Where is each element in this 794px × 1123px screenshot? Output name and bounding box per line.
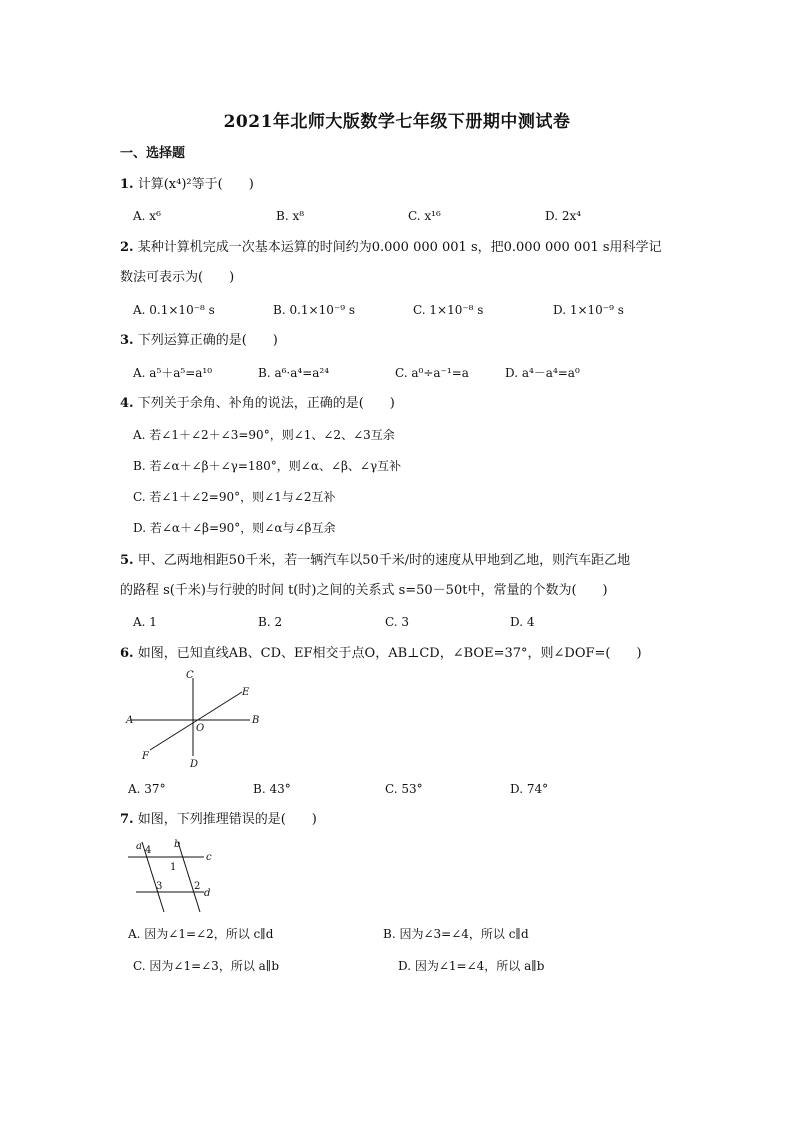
angle-1-label: 1 bbox=[170, 862, 177, 873]
question-number: 4. bbox=[120, 396, 134, 411]
q2-option-d: D. 1×10⁻⁹ s bbox=[553, 303, 624, 317]
q6-option-c: C. 53° bbox=[385, 782, 423, 796]
q3-option-a: A. a⁵＋a⁵=a¹⁰ bbox=[133, 366, 213, 380]
q2-option-c: C. 1×10⁻⁸ s bbox=[413, 303, 484, 317]
question-stem: 计算(x⁴)²等于( ) bbox=[137, 177, 254, 192]
intersecting-lines-figure bbox=[120, 664, 270, 774]
q1-option-c: C. x¹⁶ bbox=[408, 209, 441, 223]
q2-option-a: A. 0.1×10⁻⁸ s bbox=[133, 303, 215, 317]
question-number: 2. bbox=[120, 240, 134, 255]
q4-option-b: B. 若∠α＋∠β＋∠γ=180°，则∠α、∠β、∠γ互补 bbox=[133, 459, 402, 473]
question-stem: 如图，已知直线AB、CD、EF相交于点O，AB⊥CD，∠BOE=37°，则∠DOF=( ) bbox=[137, 646, 642, 661]
question-number: 6. bbox=[120, 646, 134, 661]
question-number: 7. bbox=[120, 812, 134, 827]
question-2 bbox=[120, 240, 662, 256]
q7-option-d: D. 因为∠1=∠4，所以 a∥b bbox=[398, 959, 545, 973]
question-6 bbox=[120, 646, 642, 662]
q3-option-c: C. a⁰÷a⁻¹=a bbox=[395, 366, 469, 380]
label-d: D bbox=[190, 759, 199, 770]
question-7 bbox=[120, 812, 317, 828]
q7-option-a: A. 因为∠1=∠2，所以 c∥d bbox=[128, 927, 274, 941]
question-stem: 如图，下列推理错误的是( ) bbox=[137, 812, 317, 827]
line-ef bbox=[150, 692, 242, 750]
label-a: A bbox=[126, 715, 134, 726]
q7-option-c: C. 因为∠1=∠3，所以 a∥b bbox=[133, 959, 280, 973]
label-e: E bbox=[242, 687, 250, 698]
q5-option-b: B. 2 bbox=[258, 615, 283, 629]
q3-option-b: B. a⁶·a⁴=a²⁴ bbox=[258, 366, 330, 380]
question-stem-line-1: 某种计算机完成一次基本运算的时间约为0.000 000 001 s，把0.000 000 001 s用科学记 bbox=[137, 240, 662, 255]
question-stem-line-2: 的路程 s(千米)与行驶的时间 t(时)之间的关系式 s=50－50t中，常量的个数为( ) bbox=[120, 583, 608, 598]
section-heading: 一、选择题 bbox=[120, 146, 186, 161]
q4-option-a: A. 若∠1＋∠2＋∠3=90°，则∠1、∠2、∠3互余 bbox=[133, 428, 395, 442]
angle-4-label: 4 bbox=[145, 845, 152, 856]
q4-option-c: C. 若∠1＋∠2=90°，则∠1与∠2互补 bbox=[133, 490, 336, 504]
label-c: c bbox=[206, 852, 212, 863]
question-3 bbox=[120, 333, 278, 349]
question-number: 5. bbox=[120, 553, 134, 568]
q5-option-a: A. 1 bbox=[133, 615, 157, 629]
q6-option-a: A. 37° bbox=[128, 782, 166, 796]
page-title: 2021年北师大版数学七年级下册期中测试卷 bbox=[223, 112, 571, 132]
label-b: B bbox=[252, 715, 260, 726]
question-stem: 下列运算正确的是( ) bbox=[137, 333, 278, 348]
line-b bbox=[178, 842, 200, 912]
q5-option-c: C. 3 bbox=[385, 615, 410, 629]
question-5 bbox=[120, 553, 630, 569]
q6-option-b: B. 43° bbox=[253, 782, 291, 796]
question-number: 3. bbox=[120, 333, 134, 348]
parallel-lines-figure bbox=[122, 836, 222, 916]
label-o: O bbox=[196, 723, 205, 734]
q2-option-b: B. 0.1×10⁻⁹ s bbox=[273, 303, 355, 317]
q3-option-d: D. a⁴－a⁴=a⁰ bbox=[505, 366, 580, 380]
question-4 bbox=[120, 396, 395, 412]
question-stem: 下列关于余角、补角的说法，正确的是( ) bbox=[137, 396, 395, 411]
q4-option-d: D. 若∠α＋∠β=90°，则∠α与∠β互余 bbox=[133, 521, 336, 535]
label-f: F bbox=[142, 751, 149, 762]
angle-2-label: 2 bbox=[194, 881, 201, 892]
q6-option-d: D. 74° bbox=[510, 782, 549, 796]
q1-option-a: A. x⁶ bbox=[133, 209, 161, 223]
label-b: b bbox=[174, 839, 181, 850]
question-number: 1. bbox=[120, 177, 134, 192]
q1-option-d: D. 2x⁴ bbox=[545, 209, 582, 223]
question-stem-line-2: 数法可表示为( ) bbox=[120, 270, 235, 285]
label-d: d bbox=[204, 888, 211, 899]
question-stem-line-1: 甲、乙两地相距50千米，若一辆汽车以50千米/时的速度从甲地到乙地，则汽车距乙地 bbox=[137, 553, 631, 568]
label-a: a bbox=[136, 841, 142, 852]
q1-option-b: B. x⁸ bbox=[276, 209, 305, 223]
q5-option-d: D. 4 bbox=[510, 615, 535, 629]
q7-option-b: B. 因为∠3=∠4，所以 c∥d bbox=[383, 927, 529, 941]
label-c: C bbox=[186, 670, 194, 681]
angle-3-label: 3 bbox=[156, 881, 163, 892]
question-1 bbox=[120, 177, 254, 193]
